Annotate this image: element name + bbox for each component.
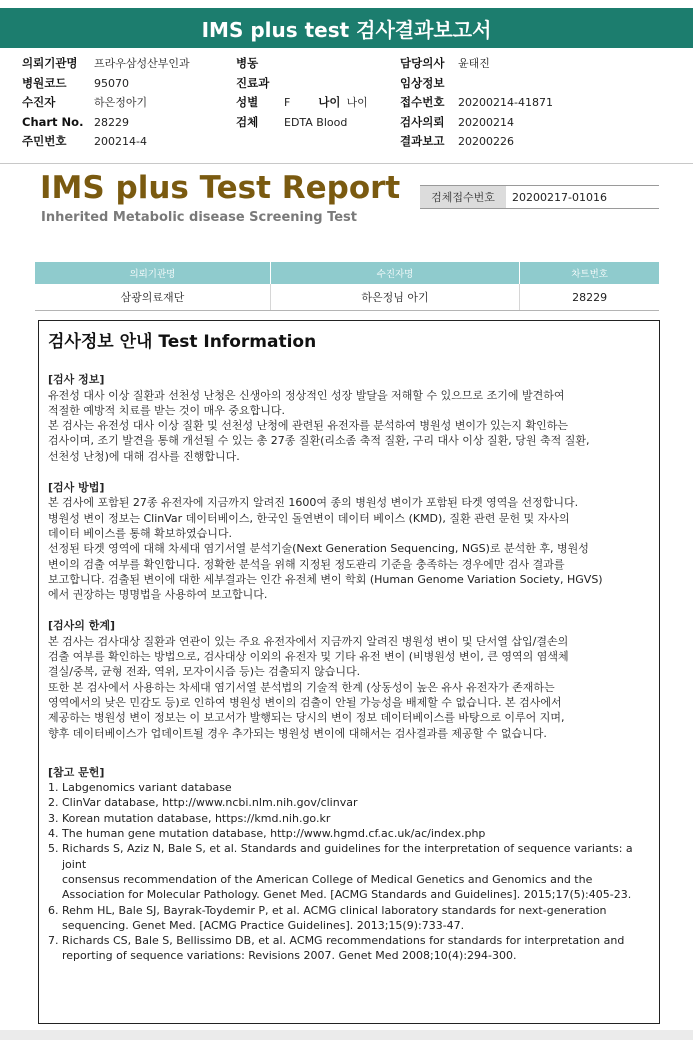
section-line: 검출 여부를 확인하는 방법으로, 검사대상 이외의 유전자 및 기타 유전 변이 (비병원성 변이, 큰 영역의 염색체 (48, 650, 569, 664)
section-title: [검사 방법] (48, 481, 105, 495)
table-cell: 하은정님 아기 (270, 284, 519, 311)
reference-number: 2. (48, 796, 59, 810)
section-line: 유전성 대사 이상 질환과 선천성 난청은 신생아의 정상적인 성장 발달을 저해할 수 있으므로 조기에 발견하여 (48, 388, 565, 402)
section-line: 영역에서의 낮은 민감도 등)로 인하여 병원성 변이의 검출이 안될 가능성을 배제할 수 없습니다. 본 검사에서 (48, 695, 562, 709)
age-value: 나이 (346, 96, 368, 109)
reference-item (48, 795, 650, 810)
meta-key: 검사의뢰 (400, 114, 445, 129)
section-line: 병원성 변이 정보는 ClinVar 데이터베이스, 한국인 돌연변이 데이터 베이스 (KMD), 질환 관련 문헌 및 자사의 (48, 511, 570, 525)
meta-value: 28229 (94, 115, 129, 129)
section-line: 또한 본 검사에서 사용하는 차세대 염기서열 분석법의 기술적 한계 (상동성이 높은 유사 유전자가 존재하는 (48, 680, 555, 694)
meta-row (22, 54, 190, 74)
reference-number: 3. (48, 811, 59, 825)
meta-key: 진료과 (236, 75, 270, 90)
meta-value: 하은정아기 (94, 96, 148, 109)
meta-row (400, 74, 553, 94)
meta-value: 95070 (94, 76, 129, 90)
section-line: 본 검사는 유전성 대사 이상 질환 및 선천성 난청에 관련된 유전자를 분석하여 병원성 변이가 있는지 확인하는 (48, 419, 568, 433)
report-subtitle: Inherited Metabolic disease Screening Test (41, 210, 358, 225)
reference-number: 5. (48, 842, 59, 856)
meta-value: 20200226 (458, 135, 514, 148)
meta-row (22, 74, 190, 94)
table-row (35, 284, 659, 311)
reference-item (48, 826, 650, 841)
reference-item (48, 811, 650, 826)
meta-row (400, 132, 553, 152)
meta-row (22, 113, 190, 133)
table-header: 수진자명 (270, 262, 519, 284)
section-line: 선천성 난청)에 대해 검사를 진행합니다. (48, 449, 240, 463)
test-information-heading: 검사정보 안내 Test Information (48, 332, 317, 352)
table-cell: 삼광의료재단 (35, 284, 270, 311)
reference-line: reporting of sequence variations: Revisions 2007. Genet Med 2008;10(4):294-300. (62, 949, 517, 963)
section-line: 검사이며, 조기 발견을 통해 개선될 수 있는 총 27종 질환(리소좀 축적 질환, 구리 대사 이상 질환, 당원 축적 질환, (48, 434, 590, 448)
section-line: 보고합니다. 검출된 변이에 대한 세부결과는 인간 유전체 변이 학회 (Human Genome Variation Society, HGVS) (48, 572, 603, 586)
meta-row (236, 74, 368, 94)
section-line: 데이터 베이스를 통해 확보하였습니다. (48, 526, 233, 540)
meta-row (400, 113, 553, 133)
reference-number: 6. (48, 903, 59, 917)
section-references (48, 765, 650, 964)
report-title: IMS plus Test Report (40, 170, 401, 206)
age-label: 나이 (318, 95, 341, 109)
section-title: [참고 문헌] (48, 765, 105, 779)
reference-line: Rehm HL, Bale SJ, Bayrak-Toydemir P, et al. ACMG clinical laboratory standards for next-generation (62, 903, 607, 917)
reference-item (48, 933, 650, 964)
table-header: 의뢰기관명 (35, 262, 270, 284)
meta-column-2 (236, 54, 368, 132)
patient-info-table (35, 262, 659, 311)
section-line: 적절한 예방적 치료를 받는 것이 매우 중요합니다. (48, 403, 285, 417)
reference-number: 4. (48, 827, 59, 841)
meta-value: 20200214 (458, 115, 514, 129)
reference-line: Korean mutation database, https://kmd.nih.go.kr (62, 811, 331, 825)
reference-line: ClinVar database, http://www.ncbi.nlm.nih.gov/clinvar (62, 796, 358, 810)
section-line: 본 검사에 포함된 27종 유전자에 지금까지 알려진 1600여 종의 병원성 변이가 포함된 타겟 영역을 선정합니다. (48, 496, 579, 510)
meta-value: 200214-4 (94, 135, 147, 148)
section-line: 제공하는 병원성 변이 정보는 이 보고서가 발행되는 당시의 변이 정보 데이터베이스를 바탕으로 이루어 지며, (48, 711, 565, 725)
meta-row (400, 54, 553, 74)
test-information-box (38, 320, 660, 1024)
section-test-limitations (48, 618, 650, 740)
meta-key: 병원코드 (22, 75, 67, 90)
table-header: 차트번호 (520, 262, 659, 284)
meta-key: 접수번호 (400, 95, 445, 109)
meta-value: 20200214-41871 (458, 96, 553, 109)
meta-row (236, 113, 368, 133)
section-line: 변이의 검출 여부를 확인합니다. 정확한 분석을 위해 지정된 정도관리 기준을 충족하는 경우에만 검사 결과를 (48, 557, 565, 571)
section-line: 에서 권장하는 명명법을 사용하여 보고합니다. (48, 588, 268, 602)
reference-line: Richards CS, Bale S, Bellissimo DB, et al. ACMG recommendations for standards for interpretation and (62, 934, 625, 948)
reference-line: The human gene mutation database, http://www.hgmd.cf.ac.uk/ac/index.php (62, 827, 486, 841)
patient-meta (22, 54, 683, 154)
meta-row (22, 132, 190, 152)
reference-item (48, 841, 650, 902)
section-test-method (48, 480, 650, 602)
receipt-number-value: 20200217-01016 (512, 190, 607, 204)
reference-line: consensus recommendation of the American College of Medical Genetics and Genomics and the (62, 872, 593, 886)
meta-value: 윤태진 (458, 57, 490, 70)
meta-key: 결과보고 (400, 134, 445, 148)
meta-row (236, 93, 368, 113)
meta-key: 검체 (236, 114, 259, 129)
section-line: 선정된 타겟 영역에 대해 차세대 염기서열 분석기술(Next Generation Sequencing, NGS)로 분석한 후, 병원성 (48, 542, 589, 556)
section-test-info (48, 372, 650, 464)
meta-column-1 (22, 54, 190, 152)
meta-value: 프라우삼성산부인과 (94, 57, 190, 70)
meta-row (236, 54, 368, 74)
reference-number: 1. (48, 781, 59, 795)
reference-line: Labgenomics variant database (62, 781, 232, 795)
meta-row (400, 93, 553, 113)
reference-line: Association for Molecular Pathology. Genet Med. [ACMG Standards and Guidelines]. 2015;17(5):405-23. (62, 888, 632, 902)
receipt-number-box (420, 185, 659, 209)
section-title: [검사 정보] (48, 373, 105, 387)
meta-key: 의뢰기관명 (22, 56, 78, 70)
meta-key: 성별 (236, 95, 259, 109)
receipt-number-label: 검체접수번호 (420, 186, 506, 208)
meta-key: 수진자 (22, 95, 56, 109)
section-line: 향후 데이터베이스가 업데이트될 경우 추가되는 병원성 변이에 대해서는 검사결과를 제공할 수 없습니다. (48, 726, 547, 740)
reference-number: 7. (48, 934, 59, 948)
meta-key: 주민번호 (22, 134, 67, 148)
meta-key: Chart No. (22, 114, 84, 129)
section-divider (0, 163, 693, 164)
reference-line: sequencing. Genet Med. [ACMG Practice Guidelines]. 2013;15(9):733-47. (62, 918, 465, 932)
reference-item (48, 903, 650, 934)
section-line: 본 검사는 검사대상 질환과 연관이 있는 주요 유전자에서 지금까지 알려진 병원성 변이 및 단서열 삽입/결손의 (48, 634, 569, 648)
section-line: 결실/중복, 균형 전좌, 역위, 모자이시즘 등)는 검출되지 않습니다. (48, 665, 361, 679)
meta-key: 담당의사 (400, 56, 445, 70)
meta-row (22, 93, 190, 113)
meta-key: 병동 (236, 56, 259, 70)
meta-key: 임상정보 (400, 75, 445, 90)
sex-value: F (284, 96, 291, 109)
table-cell: 28229 (520, 284, 659, 311)
reference-item (48, 780, 650, 795)
report-banner: IMS plus test 검사결과보고서 (0, 8, 693, 48)
reference-list (48, 780, 650, 964)
meta-column-3 (400, 54, 553, 152)
table-header-row (35, 262, 659, 284)
section-title: [검사의 한계] (48, 619, 116, 633)
reference-line: Richards S, Aziz N, Bale S, et al. Standards and guidelines for the interpretation of sequence variants: a joint (62, 842, 633, 871)
meta-value: EDTA Blood (284, 115, 348, 129)
